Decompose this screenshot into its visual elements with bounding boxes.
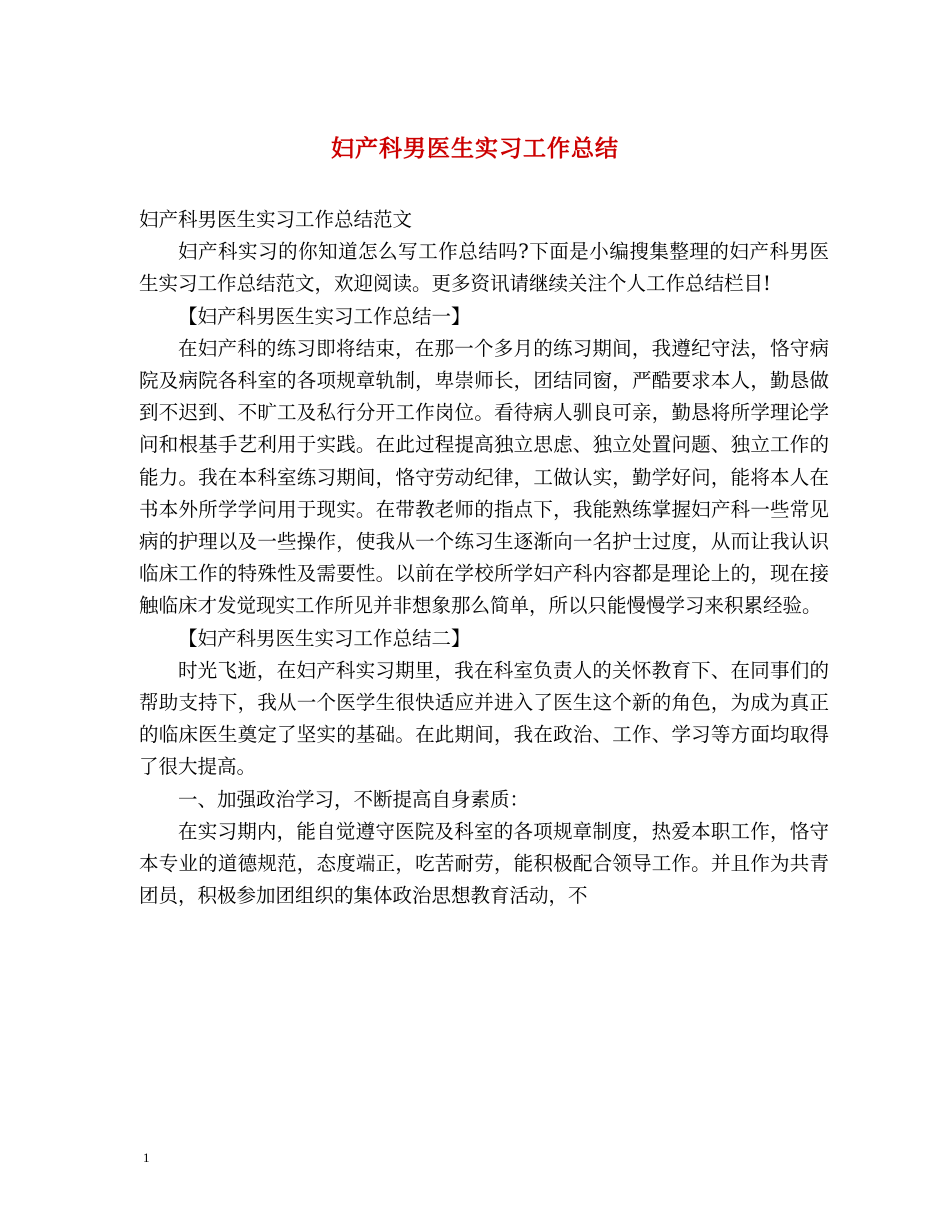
paragraph-politics: 在实习期内，能自觉遵守医院及科室的各项规章制度，热爱本职工作，恪守本专业的道德规范，态度端正，吃苦耐劳，能积极配合领导工作。并且作为共青团员，积极参加团组织的集体政治思想教育活动，不 (139, 819, 829, 908)
page-number: 1 (143, 1150, 150, 1165)
section-heading-two: 【妇产科男医生实习工作总结二】 (178, 626, 471, 650)
paragraph-section-one: 在妇产科的练习即将结束，在那一个多月的练习期间，我遵纪守法，恪守病院及病院各科室的各项规章轨制，卑崇师长，团结同窗，严酷要求本人，勤恳做到不迟到、不旷工及私行分开工作岗位。看待病人驯良可亲，勤恳将所学理论学问和根基手艺利用于实践。在此过程提高独立思虑、独立处置问题、独立工作的能力。我在本科室练习期间，恪守劳动纪律，工做认实，勤学好问，能将本人在书本外所学学问用于现实。在带教老师的指点下，我能熟练掌握妇产科一些常见病的护理以及一些操作，使我从一个练习生逐渐向一名护士过度，从而让我认识临床工作的特殊性及需要性。以前在学校所学妇产科内容都是理论上的，现在接触临床才发觉现实工作所见并非想象那么简单，所以只能慢慢学习来积累经验。 (139, 336, 829, 618)
document-title: 妇产科男医生实习工作总结 (331, 135, 619, 162)
subsection-heading-politics: 一、加强政治学习，不断提高自身素质： (178, 787, 530, 811)
document-body (139, 204, 829, 912)
section-heading-one: 【妇产科男医生实习工作总结一】 (178, 304, 471, 328)
paragraph-section-two: 时光飞逝，在妇产科实习期里，我在科室负责人的关怀教育下、在同事们的帮助支持下，我从一个医学生很快适应并进入了医生这个新的角色，为成为真正的临床医生奠定了坚实的基础。在此期间，我在政治、工作、学习等方面均取得了很大提高。 (139, 658, 829, 779)
paragraph-subtitle: 妇产科男医生实习工作总结范文 (139, 208, 413, 231)
paragraph-intro: 妇产科实习的你知道怎么写工作总结吗?下面是小编搜集整理的妇产科男医生实习工作总结范文，欢迎阅读。更多资讯请继续关注个人工作总结栏目! (139, 240, 829, 296)
